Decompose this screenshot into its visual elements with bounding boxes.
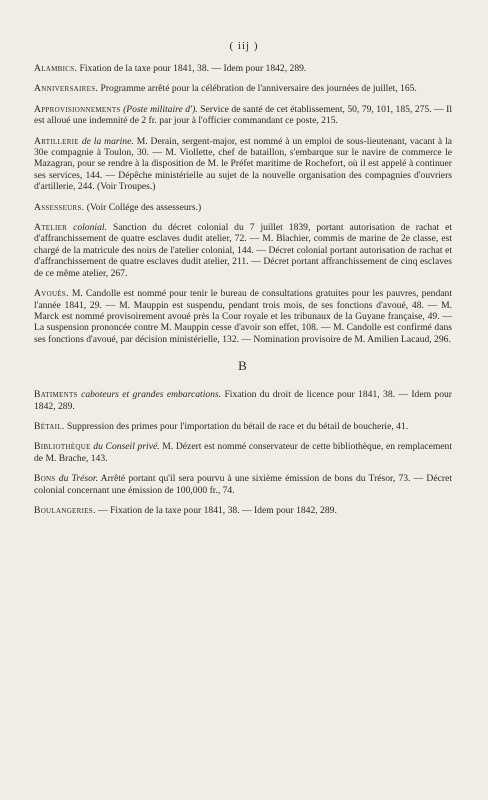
entry-subheading: du Trésor. — [55, 473, 98, 485]
entry-text: (Voir Collége des assesseurs.) — [84, 201, 202, 213]
index-entry — [34, 288, 452, 345]
entry-heading: Assesseurs. — [34, 201, 85, 213]
entry-text: Arrêté portant qu'il sera pourvu à une sixième émission de bons du Trésor, 73. — Décret colonial concernant une émission de 100,000 fr., 74. — [34, 473, 452, 496]
entry-text: M. Candolle est nommé pour tenir le bureau de consultations gratuites pour les pauvres, pendant l'année 1841, 29. — M. Mauppin est suspendu, pendant trois mois, de ses fonctions d'avoué, 48. — M. Marck est nommé provisoirement avoué près la Cour royale et les tribunaux de la Guyane française, 49. — La suspension prononcée contre M. Mauppin cesse d'avoir son effet, 108. — M. Candolle est confirmé dans ses fonctions d'avoué, par décision ministérielle, 132. — Nomination provisoire de M. Amilien Lacaud, 296. — [34, 288, 452, 345]
index-entry — [34, 202, 452, 213]
index-entry — [34, 505, 452, 516]
index-entry — [34, 389, 452, 412]
entry-text: Service de santé de cet établissement, 50, 79, 101, 185, 275. — Il est alloué une indemnité de 2 fr. par jour à l'officier commandant ce poste, 215. — [34, 103, 452, 127]
section-letter-b: B — [238, 358, 248, 374]
entry-text: Sanction du décret colonial du 7 juillet 1839, portant autorisation de rachat et d'affranchissement de quatre esclaves dudit atelier, 72. — M. Blachier, commis de marine de 2e classe, est chargé de la matricule des noirs de l'atelier colonial, 144. — Décret colonial portant autorisation de rachat et d'affranchissement de quatre esclaves dudit atelier, 211. — Décret portant affranchissement de cinq esclaves de ce même atelier, 267. — [34, 222, 452, 279]
entry-text: Suppression des primes pour l'importation du bétail de race et du bétail de boucherie, 41. — [64, 420, 409, 432]
entry-text: Fixation de la taxe pour 1841, 38. — Idem pour 1842, 289. — [77, 63, 307, 74]
entry-heading: Boulangeries. — [34, 504, 96, 516]
entry-heading: Bibliothèque — [34, 441, 91, 453]
entry-heading: Approvisionnements — [34, 103, 121, 115]
entry-subheading: caboteurs et grandes embarcations. — [77, 389, 222, 401]
index-entry — [34, 63, 452, 74]
index-entry — [34, 83, 452, 94]
entry-heading: Anniversaires. — [34, 83, 99, 95]
entry-subheading: de la marine. — [78, 135, 134, 147]
index-entry — [34, 421, 452, 432]
entry-text: Fixation du droit de licence pour 1841, 38. — Idem pour 1842, 289. — [34, 389, 452, 412]
index-entry — [34, 136, 452, 193]
entry-heading: Atelier — [34, 222, 68, 234]
entry-heading: Avoués. — [34, 288, 69, 300]
section-a — [34, 63, 452, 525]
entry-heading: Batiments — [34, 389, 78, 401]
entry-subheading: du Conseil privé. — [90, 441, 160, 453]
index-entry — [34, 473, 452, 496]
index-entry — [34, 104, 452, 127]
entry-heading: Bons — [34, 473, 56, 485]
entry-text: M. Dézert est nommé conservateur de cette bibliothèque, en remplacement de M. Brache, 143. — [34, 441, 453, 464]
page-number: ( iij ) — [229, 40, 259, 52]
entry-text: — Fixation de la taxe pour 1841, 38. — Idem pour 1842, 289. — [95, 504, 337, 516]
entry-text: M. Derain, sergent-major, est nommé à un emploi de sous-lieutenant, vacant à la 30e compagnie à Toulon, 30. — M. Viollette, chef de bataillon, s'embarque sur le navire de commerce le Mazagran, pour se rendre à la disposition de M. le Préfet maritime de Rochefort, où il est appelé à continuer ses services, 144. — Dépêche ministérielle au sujet de la nouvelle organisation des compagnies d'ouvriers d'artillerie, 244. (Voir Troupes.) — [34, 135, 452, 193]
entry-subheading: (Poste militaire d'). — [120, 103, 198, 115]
entry-heading: Bétail. — [34, 420, 65, 432]
entry-heading: Artillerie — [34, 135, 79, 147]
index-entry — [34, 222, 452, 279]
index-entry — [34, 441, 452, 464]
entry-subheading: colonial. — [67, 222, 107, 234]
entry-text: Programme arrêté pour la célébration de l'anniversaire des journées de juillet, 165. — [98, 83, 417, 95]
entry-heading: Alambics. — [34, 63, 78, 74]
